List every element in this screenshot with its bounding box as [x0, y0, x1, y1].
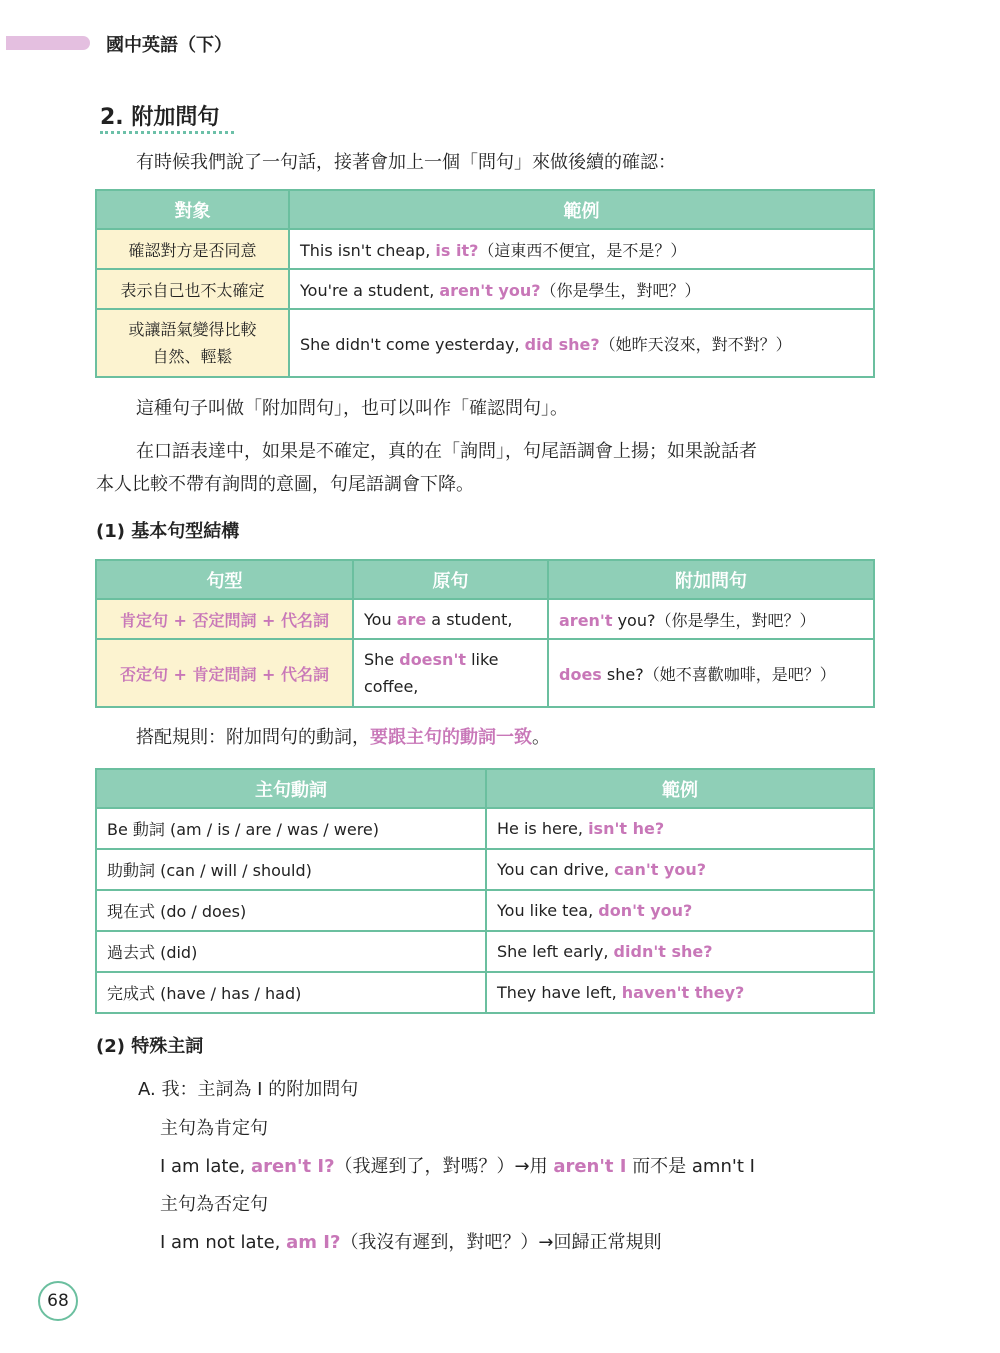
pattern-cell: 肯定句 + 否定問詞 + 代名詞 — [96, 599, 353, 639]
table-row — [96, 890, 874, 931]
table1-label: 表示自己也不太確定 — [96, 269, 289, 309]
table-row — [96, 639, 874, 707]
positive-example: I am late, aren't I?（我遲到了，對嗎？）→用 aren't I 而不是 amn't I — [160, 1156, 755, 1177]
book-title: 國中英語（下） — [106, 35, 232, 56]
table-row — [96, 229, 874, 269]
original-cell: You are a student, — [353, 599, 548, 639]
paragraph-intonation-2: 本人比較不帶有詢問的意圖，句尾語調會下降。 — [96, 474, 474, 495]
section-underline — [100, 131, 234, 134]
table-row — [96, 808, 874, 849]
example-cell: You like tea, don't you? — [486, 890, 874, 931]
table3-header-verb: 主句動詞 — [96, 769, 486, 808]
example-cell: He is here, isn't he? — [486, 808, 874, 849]
table2-header-original: 原句 — [353, 560, 548, 599]
rule-text: 搭配規則：附加問句的動詞，要跟主句的動詞一致。 — [136, 727, 550, 748]
table3-header-example: 範例 — [486, 769, 874, 808]
verb-cell: 助動詞 (can / will / should) — [96, 849, 486, 890]
table1-header-target: 對象 — [96, 190, 289, 229]
verb-cell: 現在式 (do / does) — [96, 890, 486, 931]
example-cell: They have left, haven't they? — [486, 972, 874, 1013]
table2-header-pattern: 句型 — [96, 560, 353, 599]
positive-label: 主句為肯定句 — [160, 1118, 268, 1139]
verb-table — [95, 768, 875, 1014]
verb-cell: Be 動詞 (am / is / are / was / were) — [96, 808, 486, 849]
example-cell: You can drive, can't you? — [486, 849, 874, 890]
table-row — [96, 269, 874, 309]
header-decor-bar — [6, 36, 90, 50]
section-title: 2. 附加問句 — [100, 105, 220, 130]
subheading-basic-structure: (1) 基本句型結構 — [96, 521, 240, 542]
table1-label: 或讓語氣變得比較 自然、輕鬆 — [96, 309, 289, 377]
page-number: 68 — [38, 1281, 78, 1321]
special-a-title: A. 我：主詞為 I 的附加問句 — [138, 1079, 359, 1100]
paragraph-name: 這種句子叫做「附加問句」，也可以叫作「確認問句」。 — [136, 398, 568, 419]
pattern-cell: 否定句 + 肯定問詞 + 代名詞 — [96, 639, 353, 707]
table-row — [96, 849, 874, 890]
paragraph-intonation-1: 在口語表達中，如果是不確定，真的在「詢問」，句尾語調會上揚；如果說話者 — [136, 441, 757, 462]
table1-header-example: 範例 — [289, 190, 874, 229]
tag-purpose-table — [95, 189, 875, 378]
subheading-special-subject: (2) 特殊主詞 — [96, 1036, 204, 1057]
verb-cell: 過去式 (did) — [96, 931, 486, 972]
table1-label: 確認對方是否同意 — [96, 229, 289, 269]
tag-cell: aren't you?（你是學生，對吧？） — [548, 599, 874, 639]
table-row — [96, 309, 874, 377]
verb-cell: 完成式 (have / has / had) — [96, 972, 486, 1013]
table-row — [96, 931, 874, 972]
table1-example: She didn't come yesterday, did she?（她昨天沒來，對不對？） — [289, 309, 874, 377]
example-cell: She left early, didn't she? — [486, 931, 874, 972]
table1-example: This isn't cheap, is it?（這東西不便宜，是不是？） — [289, 229, 874, 269]
intro-text: 有時候我們說了一句話，接著會加上一個「問句」來做後續的確認： — [136, 152, 676, 173]
table-row — [96, 599, 874, 639]
negative-label: 主句為否定句 — [160, 1194, 268, 1215]
original-cell: She doesn't like coffee, — [353, 639, 548, 707]
tag-cell: does she?（她不喜歡咖啡，是吧？） — [548, 639, 874, 707]
negative-example: I am not late, am I?（我沒有遲到，對吧？）→回歸正常規則 — [160, 1232, 662, 1253]
table2-header-tag: 附加問句 — [548, 560, 874, 599]
structure-table — [95, 559, 875, 708]
table1-example: You're a student, aren't you?（你是學生，對吧？） — [289, 269, 874, 309]
table-row — [96, 972, 874, 1013]
